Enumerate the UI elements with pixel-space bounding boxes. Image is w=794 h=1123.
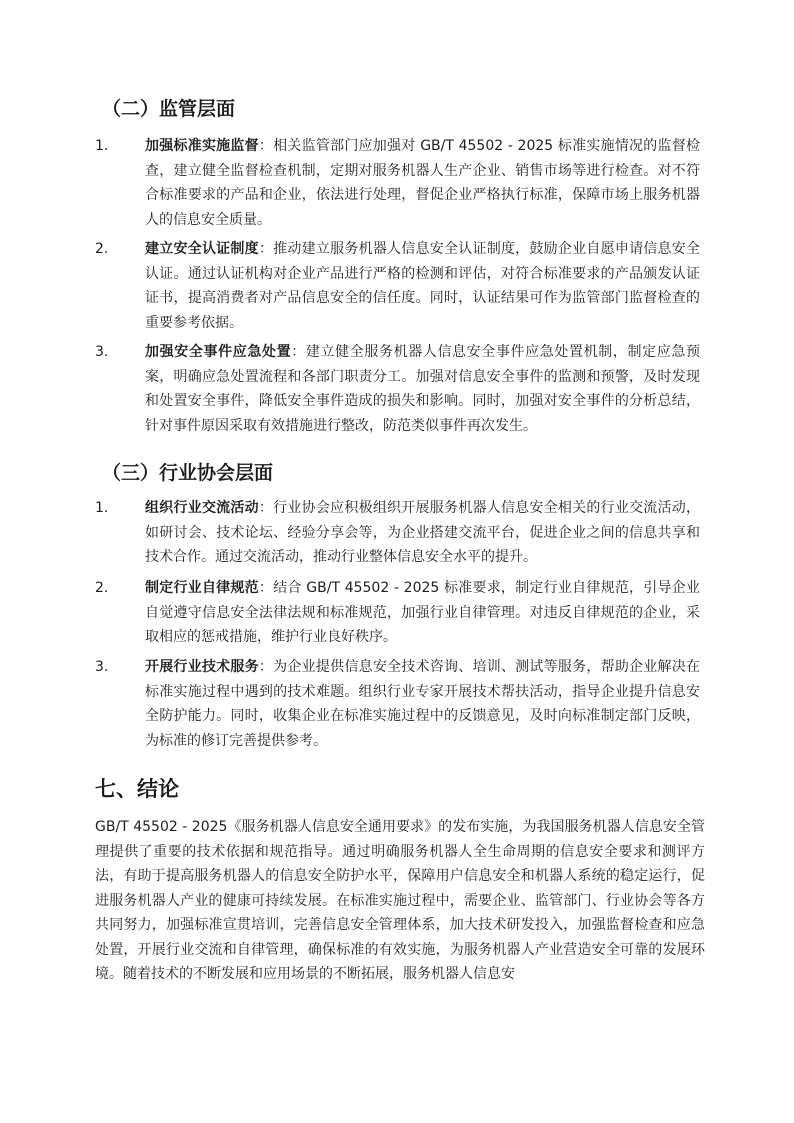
list-number: 3.: [95, 344, 109, 360]
list-item-separator: ：: [258, 241, 274, 257]
list-item-separator: ：: [291, 344, 306, 360]
section-heading-supervision: （二）监管层面: [102, 98, 236, 120]
list-item-body: [145, 576, 700, 650]
list-item-separator: ：: [258, 500, 274, 516]
list-item-title: 加强安全事件应急处置: [145, 344, 292, 360]
list-item-title: 加强标准实施监督: [145, 138, 259, 154]
conclusion-heading: 七、结论: [95, 777, 179, 801]
list-item-body: [145, 237, 700, 335]
list-number: 2.: [95, 241, 109, 257]
list-item-text: 相关监管部门应加强对 GB/T 45502 - 2025 标准实施情况的监督检查，建立健全监督检查机制，定期对服务机器人生产企业、销售市场等进行检查。对不符合标准要求的产品和企业，依法进行处理，督促企业严格执行标准，保障市场上服务机器人的信息安全质量。: [145, 138, 700, 228]
list-item-title: 建立安全认证制度: [145, 241, 259, 257]
list-item-body: [145, 340, 700, 438]
list-number: 1.: [95, 500, 109, 516]
list-number: 2.: [95, 580, 109, 596]
list-number: 1.: [95, 138, 109, 154]
list-item-title: 组织行业交流活动: [145, 500, 259, 516]
list-item-separator: ：: [258, 659, 274, 675]
list-item-separator: ：: [258, 138, 274, 154]
list-item-body: [145, 496, 700, 570]
list-item-title: 开展行业技术服务: [145, 659, 259, 675]
list-item-body: [145, 655, 700, 753]
conclusion-paragraph: GB/T 45502 - 2025《服务机器人信息安全通用要求》的发布实施，为我国服务机器人信息安全管理提供了重要的技术依据和规范指导。通过明确服务机器人全生命周期的信息安全要求和测评方法，有助于提高服务机器人的信息安全防护水平，保障用户信息安全和机器人系统的稳定运行，促进服务机器人产业的健康可持续发展。在标准实施过程中，需要企业、监管部门、行业协会等各方共同努力，加强标准宣贯培训，完善信息安全管理体系，加大技术研发投入，加强监督检查和应急处置，开展行业交流和自律管理，确保标准的有效实施，为服务机器人产业营造安全可靠的发展环境。随着技术的不断发展和应用场景的不断拓展，服务机器人信息安: [95, 819, 705, 982]
list-item-text: 推动建立服务机器人信息安全认证制度，鼓励企业自愿申请信息安全认证。通过认证机构对企业产品进行严格的检测和评估，对符合标准要求的产品颁发认证证书，提高消费者对产品信息安全的信任度。同时，认证结果可作为监管部门监督检查的重要参考依据。: [145, 241, 701, 331]
list-item-title: 制定行业自律规范: [145, 580, 259, 596]
section-heading-industry-association: （三）行业协会层面: [102, 462, 274, 484]
list-item-body: [145, 134, 700, 232]
list-number: 3.: [95, 659, 109, 675]
list-item-text: 行业协会应积极组织开展服务机器人信息安全相关的行业交流活动，如研讨会、技术论坛、经验分享会等，为企业搭建交流平台，促进企业之间的信息共享和技术合作。通过交流活动，推动行业整体信息安全水平的提升。: [145, 500, 701, 565]
list-item-separator: ：: [258, 580, 274, 596]
list-item-text: 建立健全服务机器人信息安全事件应急处置机制，制定应急预案，明确应急处置流程和各部门职责分工。加强对信息安全事件的监测和预警，及时发现和处置安全事件，降低安全事件造成的损失和影响。同时，加强对安全事件的分析总结，针对事件原因采取有效措施进行整改，防范类似事件再次发生。: [145, 344, 701, 434]
list-item-text: 结合 GB/T 45502 - 2025 标准要求，制定行业自律规范，引导企业自觉遵守信息安全法律法规和标准规范，加强行业自律管理。对违反自律规范的企业，采取相应的惩戒措施，维护行业良好秩序。: [145, 580, 700, 645]
list-item-text: 为企业提供信息安全技术咨询、培训、测试等服务，帮助企业解决在标准实施过程中遇到的技术难题。组织行业专家开展技术帮扶活动，指导企业提升信息安全防护能力。同时，收集企业在标准实施过程中的反馈意见，及时向标准制定部门反映，为标准的修订完善提供参考。: [145, 659, 701, 749]
